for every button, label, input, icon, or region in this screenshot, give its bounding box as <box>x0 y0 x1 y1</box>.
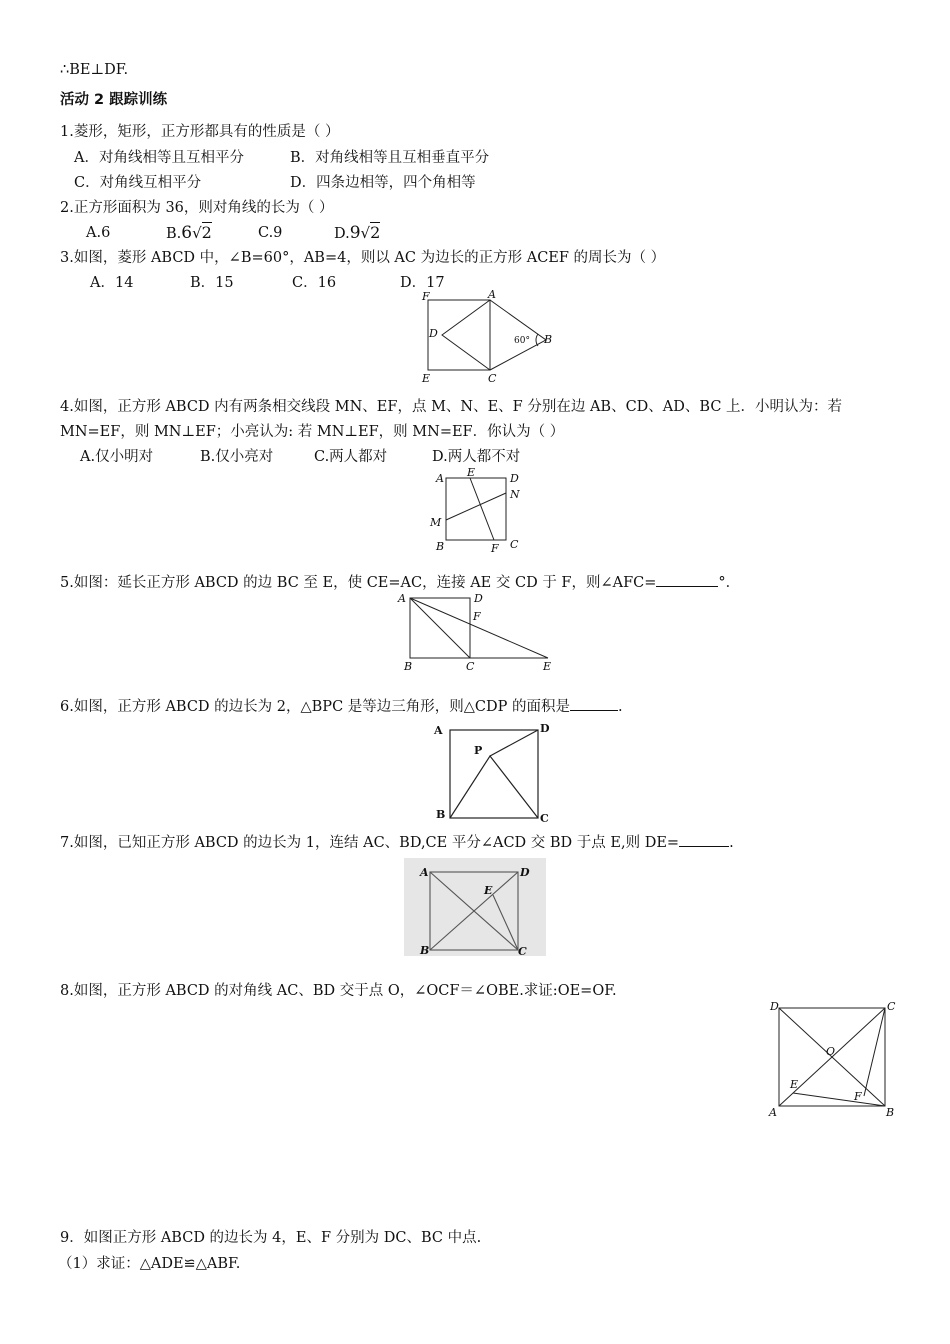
question-8: 8.如图，正方形 ABCD 的对角线 AC、BD 交于点 O，∠OCF＝∠OBE.求证:OE=OF. <box>60 983 617 999</box>
label-e: E <box>422 372 431 385</box>
q2-option-a: A.6 <box>86 225 111 241</box>
label-e: E <box>484 884 493 897</box>
q1-option-b: B．对角线相等且互相垂直平分 <box>290 150 490 166</box>
label-a: A <box>436 472 444 485</box>
label-angle: 60° <box>514 336 530 346</box>
q4-option-b: B.仅小亮对 <box>200 449 274 465</box>
q4-option-a: A.仅小明对 <box>80 449 154 465</box>
label-n: N <box>510 488 520 501</box>
label-d: D <box>540 722 550 735</box>
answer-blank-7[interactable] <box>679 832 729 847</box>
square-abcd <box>450 730 538 818</box>
label-d: D <box>510 472 519 485</box>
question-6-end: . <box>618 699 623 715</box>
question-7-text: 7.如图，已知正方形 ABCD 的边长为 1，连结 AC、BD,CE 平分∠ACD 交 BD 于点 E,则 DE= <box>60 835 680 851</box>
question-6 <box>60 696 623 717</box>
question-4-line-1: 4.如图，正方形 ABCD 内有两条相交线段 MN、EF，点 M、N、E、F 分别在边 AB、CD、AD、BC 上．小明认为：若 <box>60 399 843 415</box>
label-d: D <box>520 866 530 879</box>
label-a: A <box>398 592 406 605</box>
triangle-bpc <box>450 756 538 818</box>
rhombus-left <box>442 300 490 370</box>
segment-mn <box>446 493 506 520</box>
conclusion-line: ∴BE⊥DF. <box>60 62 129 78</box>
label-a: A <box>769 1106 777 1119</box>
q2-option-d-radicand: 2 <box>370 223 381 242</box>
label-a: A <box>434 724 443 737</box>
label-b: B <box>436 808 446 821</box>
q1-option-d: D．四条边相等，四个角相等 <box>290 175 476 191</box>
label-p: P <box>474 744 483 757</box>
label-b: B <box>436 540 445 553</box>
label-e: E <box>467 466 476 479</box>
q3-option-b: B．15 <box>190 275 234 291</box>
q2-option-d-coefficient: 9 <box>349 223 361 243</box>
label-a: A <box>420 866 429 879</box>
question-9: 9．如图正方形 ABCD 的边长为 4，E、F 分别为 DC、BC 中点. <box>60 1230 482 1246</box>
label-b: B <box>404 660 413 673</box>
label-f: F <box>422 290 430 303</box>
q2-option-d <box>334 223 380 244</box>
q2-option-b-label: B. <box>166 226 182 242</box>
figure-8-square-diagonals <box>766 998 901 1120</box>
figure-6-square-triangle <box>428 718 558 823</box>
q3-option-d: D．17 <box>400 275 445 291</box>
q3-option-c: C．16 <box>292 275 337 291</box>
q2-option-b-coefficient: 6 <box>181 223 193 243</box>
label-b: B <box>886 1106 895 1119</box>
question-7-end: . <box>729 835 734 851</box>
label-f: F <box>491 542 499 555</box>
q3-option-a: A．14 <box>90 275 134 291</box>
q2-option-c: C.9 <box>258 225 283 241</box>
square-abcd <box>446 478 506 540</box>
label-d: D <box>474 592 483 605</box>
q1-option-c: C．对角线互相平分 <box>74 175 202 191</box>
label-c: C <box>488 372 497 385</box>
q2-option-b-radicand: 2 <box>201 223 212 242</box>
figure-7-square-bisector <box>404 858 546 956</box>
q2-option-d-label: D. <box>334 226 350 242</box>
q2-option-b <box>166 223 212 244</box>
label-b: B <box>544 333 553 346</box>
q4-option-d: D.两人都不对 <box>432 449 521 465</box>
section-heading: 活动 2 跟踪训练 <box>60 92 168 108</box>
label-a: A <box>488 288 496 301</box>
question-5-end: °． <box>718 575 741 591</box>
figure-5-extended-square <box>396 590 566 673</box>
label-e: E <box>543 660 552 673</box>
label-m: M <box>430 516 442 529</box>
segment-pd <box>490 730 538 756</box>
label-f: F <box>854 1090 862 1103</box>
figure-4-square-segments <box>424 468 534 553</box>
question-3: 3.如图，菱形 ABCD 中，∠B=60°，AB=4，则以 AC 为边长的正方形 ACEF 的周长为（ ） <box>60 250 666 266</box>
label-c: C <box>518 945 527 958</box>
segment-cf <box>864 1008 885 1096</box>
question-5-text: 5.如图：延长正方形 ABCD 的边 BC 至 E，使 CE=AC，连接 AE 交 CD 于 F，则∠AFC= <box>60 575 657 591</box>
answer-blank-5[interactable] <box>656 572 718 587</box>
q4-option-c: C.两人都对 <box>314 449 388 465</box>
sqrt-icon: √ <box>360 224 371 242</box>
figure-3-rhombus-square <box>420 288 553 385</box>
label-o: O <box>826 1045 836 1058</box>
question-9-part-1: （1）求证：△ADE≌△ABF. <box>58 1256 241 1272</box>
label-c: C <box>540 812 549 825</box>
question-4-line-2: MN=EF，则 MN⊥EF；小亮认为: 若 MN⊥EF，则 MN=EF．你认为（ ） <box>60 424 565 440</box>
question-7 <box>60 832 734 853</box>
label-c: C <box>510 538 519 551</box>
label-e: E <box>790 1078 799 1091</box>
label-c: C <box>466 660 475 673</box>
label-b: B <box>420 944 430 957</box>
segment-be <box>793 1093 885 1106</box>
question-6-text: 6.如图，正方形 ABCD 的边长为 2，△BPC 是等边三角形，则△CDP 的面积是 <box>60 699 571 715</box>
sqrt-icon: √ <box>192 224 202 242</box>
label-f: F <box>473 610 481 623</box>
question-2: 2.正方形面积为 36，则对角线的长为（ ） <box>60 200 334 216</box>
segment-ef <box>470 478 494 540</box>
label-d: D <box>770 1000 779 1013</box>
segment-ae <box>410 598 548 658</box>
diagonal-ac <box>410 598 470 658</box>
label-d: D <box>429 327 438 340</box>
question-1: 1.菱形，矩形，正方形都具有的性质是（ ） <box>60 124 340 140</box>
answer-blank-6[interactable] <box>570 696 618 711</box>
q1-option-a: A．对角线相等且互相平分 <box>74 150 244 166</box>
label-c: C <box>887 1000 896 1013</box>
